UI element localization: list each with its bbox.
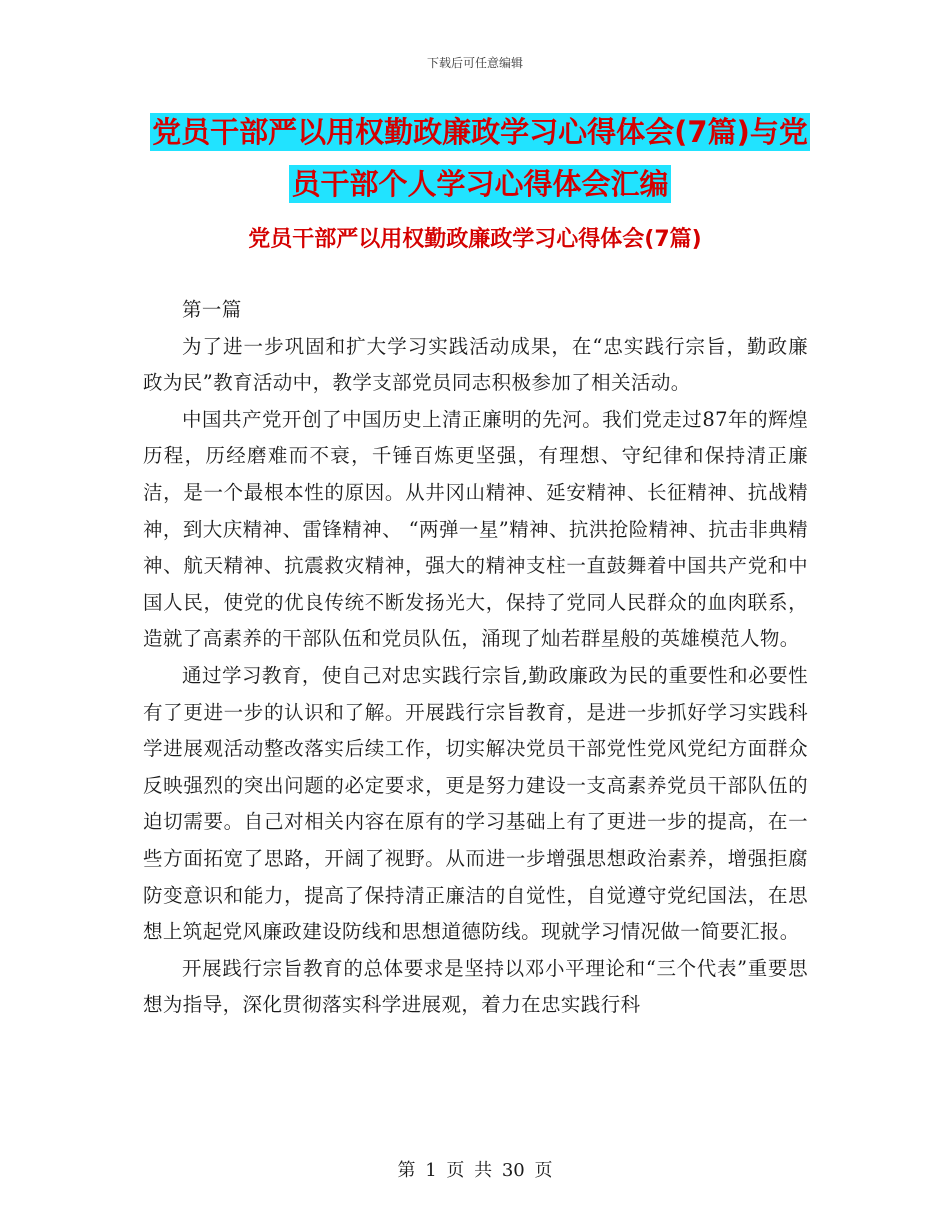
document-body <box>143 292 808 1024</box>
section-title: 党员干部严以用权勤政廉政学习心得体会(7篇) <box>248 227 702 252</box>
page-number: 第 1 页 共 30 页 <box>397 1160 553 1181</box>
paragraph-3: 通过学习教育，使自己对忠实践行宗旨,勤政廉政为民的重要性和必要性有了更进一步的认识和了解。开展践行宗旨教育，是进一步抓好学习实践科学进展观活动整改落实后续工作，切实解决党员干部党性党风党纪方面群众反映强烈的突出问题的必定要求，更是努力建设一支高素养党员干部队伍的迫切需要。自己对相关内容在原有的学习基础上有了更进一步的提高，在一些方面拓宽了思路，开阔了视野。从而进一步增强思想政治素养，增强拒腐防变意识和能力，提高了保持清正廉洁的自觉性，自觉遵守党纪国法，在思想上筑起党风廉政建设防线和思想道德防线。现就学习情况做一简要汇报。 <box>143 663 808 944</box>
paragraph-1: 为了进一步巩固和扩大学习实践活动成果，在“忠实践行宗旨，勤政廉政为民”教育活动中，教学支部党员同志积极参加了相关活动。 <box>143 334 808 395</box>
main-title <box>140 106 820 210</box>
main-title-line-2: 员干部个人学习心得体会汇编 <box>291 167 669 201</box>
header-note: 下载后可任意编辑 <box>426 56 523 70</box>
paragraph-4: 开展践行宗旨教育的总体要求是坚持以邓小平理论和“三个代表”重要思想为指导，深化贯彻落实科学进展观，着力在忠实践行科 <box>143 956 808 1017</box>
paragraph-2: 中国共产党开创了中国历史上清正廉明的先河。我们党走过87年的辉煌历程，历经磨难而不衰，千锤百炼更坚强，有理想、守纪律和保持清正廉洁，是一个最根本性的原因。从井冈山精神、延安精神、长征精神、抗战精神，到大庆精神、雷锋精神、 “两弹一星”精神、抗洪抢险精神、抗击非典精神、航天精神、抗震救灾精神，强大的精神支柱一直鼓舞着中国共产党和中国人民，使党的优良传统不断发扬光大，保持了党同人民群众的血肉联系，造就了高素养的干部队伍和党员队伍，涌现了灿若群星般的英雄模范人物。 <box>143 407 808 651</box>
main-title-line-1: 党员干部严以用权勤政廉政学习心得体会(7篇)与党 <box>152 115 808 149</box>
chapter-heading: 第一篇 <box>182 298 242 321</box>
